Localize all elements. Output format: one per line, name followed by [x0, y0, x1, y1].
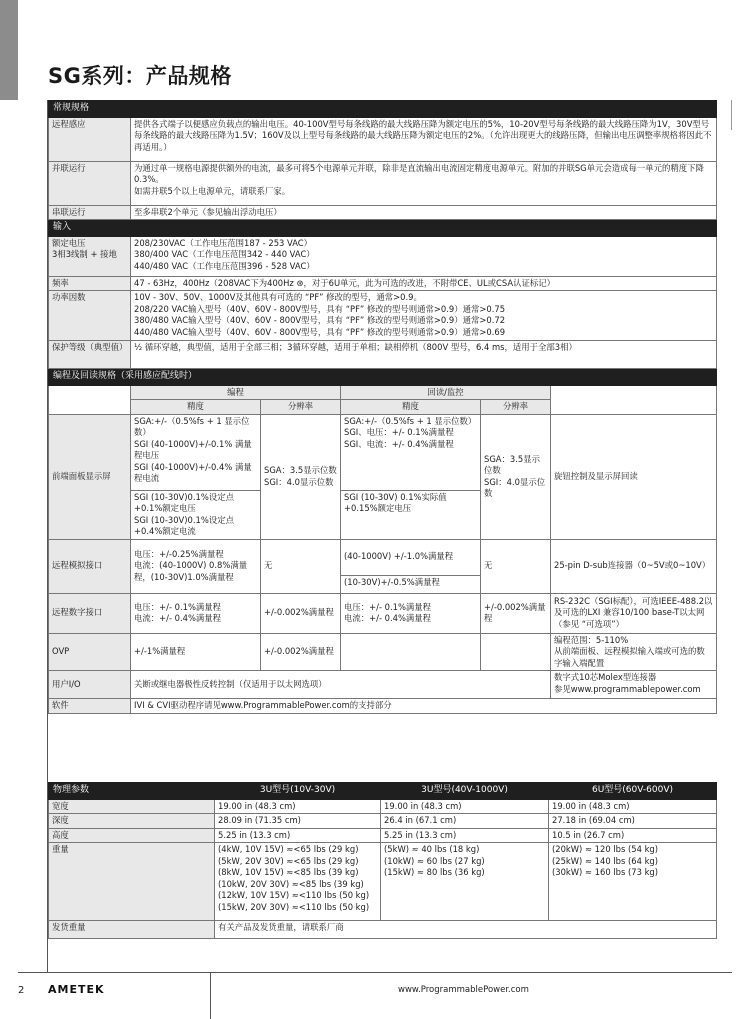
row-weight [49, 843, 717, 921]
front-rb-accuracy-1: SGA:+/-（0.5%fs + 1 显示位数） SGI、电压：+/- 0.1%满量程 SGI、电流：+/- 0.4%满量程 [341, 414, 481, 490]
digital-prog-resolution: +/-0.002%满量程 [261, 593, 341, 633]
header-program: 编程 [131, 385, 341, 400]
depth-3u-low: 28.09 in (71.35 cm) [215, 814, 381, 829]
page-number: 2 [18, 985, 25, 996]
front-prog-accuracy-2: SGI (10-30V)0.1%设定点+0.1%额定电压 SGI (10-30V)0.1%设定点+0.4%额定电流 [131, 490, 261, 539]
row-height [49, 828, 717, 843]
row-value: 10V - 30V、50V、1000V及其他具有可选的 “PF” 修改的型号，通常>0.9。 208/220 VAC输入型号（40V、60V - 800V型号，具有 “PF” 修改的型号则通常>0.9）通常>0.75 380/480 VAC输入型号（40V、60V - 800V型号，具有 “PF” 修改的型号则通常>0.9）通常>0.72 440/480 VAC输入型号（40V、60V - 800V型号，具有 “PF” 修改的型号则通常>0.9）通常>0.69 [131, 291, 717, 341]
analog-note: 25-pin D-sub连接器（0~5V或0~10V） [551, 539, 717, 593]
row-label: 高度 [49, 828, 215, 843]
weight-3u-low: (4kW, 10V 15V) ≈<65 lbs (29 kg) (5kW, 20V 30V) ≈<65 lbs (29 kg) (8kW, 10V 15V) ≈<85 lbs (39 kg) (10kW, 20V 30V) ≈<85 lbs (39 kg) (12kW, 10V 15V) ≈<110 lbs (50 kg) (15kW, 20V 30V) ≈<110 lbs (50 kg) [215, 843, 381, 921]
row-protection [49, 341, 717, 369]
digital-prog-accuracy: 电压：+/- 0.1%满量程 电流：+/- 0.4%满量程 [131, 593, 261, 633]
height-3u-low: 5.25 in (13.3 cm) [215, 828, 381, 843]
page-title: SG系列：产品规格 [48, 64, 232, 88]
analog-prog-resolution: 无 [261, 539, 341, 593]
front-note: 旋钮控制及显示屏回读 [551, 414, 717, 539]
row-label: 远程感应 [49, 117, 131, 161]
header-prog-resolution: 分辨率 [261, 400, 341, 415]
footer-divider [18, 972, 732, 973]
row-value: 为通过单一规格电源提供额外的电流，最多可将5个电源单元并联，除非是直流输出电流固定精度电源单元。附加的并联SG单元会造成每一单元的精度下降0.3%。 如需并联5个以上电源单元，请联系厂家。 [131, 161, 717, 205]
row-label: 保护等级（典型值） [49, 341, 131, 369]
width-6u: 19.00 in (48.3 cm) [549, 799, 717, 814]
row-power-factor [49, 291, 717, 341]
userio-value: 关断或继电器极性反转控制（仅适用于以太网选项） [131, 671, 551, 699]
weight-3u-high: (5kW) ≈ 40 lbs (18 kg) (10kW) ≈ 60 lbs (27 kg) (15kW) ≈ 80 lbs (36 kg) [381, 843, 549, 921]
row-label: 功率因数 [49, 291, 131, 341]
row-analog-a [49, 539, 717, 575]
front-rb-resolution: SGA：3.5显示位数 SGI：4.0显示位数 [481, 414, 551, 539]
physical-title: 物理参数 [49, 783, 215, 800]
front-rb-accuracy-2: SGI (10-30V) 0.1%实际值+0.15%额定电压 [341, 490, 481, 539]
row-user-io [49, 671, 717, 699]
section-title: 编程及回读规格（采用感应配线时） [49, 369, 717, 386]
row-parallel [49, 161, 717, 205]
width-3u-high: 19.00 in (48.3 cm) [381, 799, 549, 814]
row-label: 远程模拟接口 [49, 539, 131, 593]
row-label: 频率 [49, 276, 131, 291]
row-label: 用户I/O [49, 671, 131, 699]
section-title: 常规规格 [49, 101, 717, 118]
row-label: 深度 [49, 814, 215, 829]
physical-table [48, 782, 717, 939]
ovp-rb-resolution [481, 633, 551, 671]
ovp-prog-resolution: +/-0.002%满量程 [261, 633, 341, 671]
row-label: 前端面板显示屏 [49, 414, 131, 539]
userio-note: 数字式10芯Molex型连接器 参见www.programmablepower.com [551, 671, 717, 699]
row-front-panel-a [49, 414, 717, 490]
col-3u-high: 3U型号(40V-1000V) [381, 783, 549, 800]
section-input [49, 220, 717, 237]
row-label: OVP [49, 633, 131, 671]
section-title: 输入 [49, 220, 717, 237]
ovp-note: 编程范围：5-110% 从前端面板、远程模拟输入端或可选的数字输入端配置 [551, 633, 717, 671]
ovp-rb-accuracy [341, 633, 481, 671]
footer-separator [210, 972, 211, 1019]
row-software [49, 699, 717, 714]
col-3u-low: 3U型号(10V-30V) [215, 783, 381, 800]
analog-prog-accuracy: 电压：+/-0.25%满量程 电流：(40-1000V) 0.8%满量程，(10-30V)1.0%满量程 [131, 539, 261, 593]
row-label: 软件 [49, 699, 131, 714]
header-prog-accuracy: 精度 [131, 400, 261, 415]
row-depth [49, 814, 717, 829]
row-digital [49, 593, 717, 633]
physical-header [49, 783, 717, 800]
header-readback: 回读/监控 [341, 385, 551, 400]
corner-accent-bar [0, 0, 18, 100]
shipping-value: 有关产品及发货重量，请联系厂商 [215, 921, 717, 939]
header-rb-accuracy: 精度 [341, 400, 481, 415]
right-frame-line [731, 100, 732, 130]
digital-rb-accuracy: 电压：+/- 0.1%满量程 电流：+/- 0.4%满量程 [341, 593, 481, 633]
row-rated-voltage [49, 236, 717, 276]
digital-note: RS-232C（SGI标配），可选IEEE-488.2以及可选的LXI 兼容10/100 base-T以太网（参见 “可选项”） [551, 593, 717, 633]
header-rb-resolution: 分辨率 [481, 400, 551, 415]
row-label: 并联运行 [49, 161, 131, 205]
row-label: 宽度 [49, 799, 215, 814]
analog-rb-accuracy-1: (40-1000V) +/-1.0%满量程 [341, 539, 481, 575]
depth-3u-high: 26.4 in (67.1 cm) [381, 814, 549, 829]
ametek-logo: AMETEK [48, 983, 105, 996]
col-6u: 6U型号(60V-600V) [549, 783, 717, 800]
height-3u-high: 5.25 in (13.3 cm) [381, 828, 549, 843]
row-value: 至多串联2个单元（参见输出浮动电压） [131, 205, 717, 220]
row-label: 发货重量 [49, 921, 215, 939]
depth-6u: 27.18 in (69.04 cm) [549, 814, 717, 829]
ovp-prog-accuracy: +/-1%满量程 [131, 633, 261, 671]
software-value: IVI & CVI驱动程序请见www.ProgrammablePower.com的支持部分 [131, 699, 717, 714]
row-label: 远程数字接口 [49, 593, 131, 633]
row-label: 串联运行 [49, 205, 131, 220]
section-programming [49, 369, 717, 386]
header-blank [49, 385, 131, 414]
width-3u-low: 19.00 in (48.3 cm) [215, 799, 381, 814]
row-remote-sense [49, 117, 717, 161]
row-ovp [49, 633, 717, 671]
front-prog-resolution: SGA：3.5显示位数 SGI：4.0显示位数 [261, 414, 341, 539]
spec-table [48, 100, 717, 714]
weight-6u: (20kW) ≈ 120 lbs (54 kg) (25kW) ≈ 140 lbs (64 kg) (30kW) ≈ 160 lbs (73 kg) [549, 843, 717, 921]
section-general [49, 101, 717, 118]
row-label: 重量 [49, 843, 215, 921]
row-prog-header [49, 385, 717, 400]
analog-rb-accuracy-2: (10-30V)+/-0.5%满量程 [341, 575, 481, 593]
row-series [49, 205, 717, 220]
height-6u: 10.5 in (26.7 cm) [549, 828, 717, 843]
row-frequency [49, 276, 717, 291]
row-shipping [49, 921, 717, 939]
row-label: 额定电压 3相3线制 + 接地 [49, 236, 131, 276]
digital-rb-resolution: +/-0.002%满量程 [481, 593, 551, 633]
analog-rb-resolution: 无 [481, 539, 551, 593]
row-value: ½ 循环穿越，典型值，适用于全部三相；3循环穿越，适用于单相；缺相停机（800V 型号，6.4 ms，适用于全部3相） [131, 341, 717, 369]
footer-url: www.ProgrammablePower.com [398, 985, 529, 995]
header-blank-note [551, 385, 717, 414]
row-value: 提供各式端子以便感应负载点的输出电压。40-100V型号每条线路的最大线路压降为额定电压的5%，10-20V型号每条线路的最大线路压降为1V，30V型号每条线路的最大线路压降为1.5V；160V及以上型号每条线路的最大线路压降为额定电压的2%。（允许出现更大的线路压降，但输出电压调整率规格将因此不再适用。） [131, 117, 717, 161]
row-value: 208/230VAC（工作电压范围187 - 253 VAC） 380/400 VAC（工作电压范围342 - 440 VAC） 440/480 VAC（工作电压范围396 - 528 VAC） [131, 236, 717, 276]
row-width [49, 799, 717, 814]
row-value: 47 - 63Hz，400Hz（208VAC下为400Hz ⊛，对于6U单元，此为可选的改进，不附带CE、UL或CSA认证标记） [131, 276, 717, 291]
front-prog-accuracy-1: SGA:+/-（0.5%fs + 1 显示位数） SGI (40-1000V)+/-0.1% 满量程电压 SGI (40-1000V)+/-0.4% 满量程电流 [131, 414, 261, 490]
